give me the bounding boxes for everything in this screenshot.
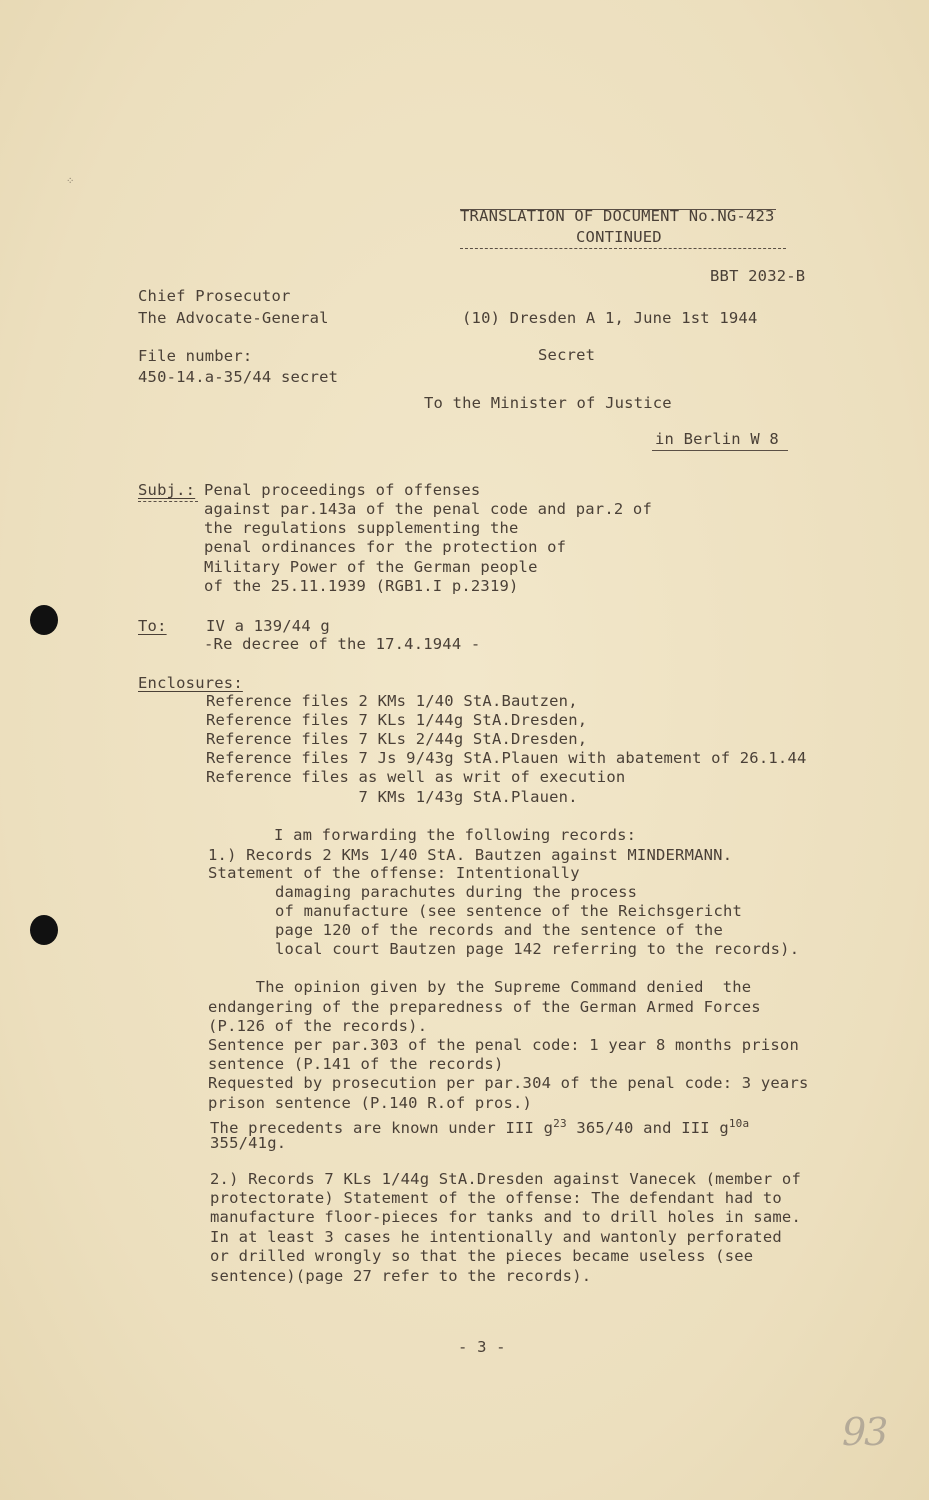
precedents-line [210, 1114, 749, 1139]
place-date: (10) Dresden A 1, June 1st 1944 [462, 309, 758, 327]
enclosure-line: Reference files 7 KLs 1/44g StA.Dresden, [206, 711, 588, 729]
item2-line: protectorate) Statement of the offense: The defendant had to [210, 1189, 782, 1207]
subject-line: against par.143a of the penal code and par.2 of [204, 500, 652, 518]
subject-line: the regulations supplementing the [204, 519, 519, 537]
item2-line: or drilled wrongly so that the pieces became useless (see [210, 1247, 754, 1265]
precedents-sup-a: 23 [553, 1117, 567, 1130]
sender-line-1: Chief Prosecutor [138, 287, 291, 305]
recipient-line-2: in Berlin W 8 [655, 430, 779, 448]
precedents-text-a: The precedents are known under III g [210, 1119, 554, 1138]
item1-line: Statement of the offense: Intentionally [208, 864, 580, 882]
file-number-label: File number: [138, 347, 253, 365]
subject-line: Military Power of the German people [204, 558, 538, 576]
paper-speck: ⁘ [66, 176, 75, 187]
item2-line: 2.) Records 7 KLs 1/44g StA.Dresden against Vanecek (member of [210, 1170, 801, 1188]
recipient-underline [652, 450, 788, 451]
enclosure-line: Reference files 2 KMs 1/40 StA.Bautzen, [206, 692, 578, 710]
item1-indent-line: local court Bautzen page 142 referring to the records). [275, 940, 800, 958]
intro-line: I am forwarding the following records: [274, 826, 637, 844]
precedents-text-b: 365/40 and III g [566, 1119, 729, 1138]
sender-line-2: The Advocate-General [138, 309, 329, 327]
punch-hole-top [30, 605, 58, 635]
recipient-line-1: To the Minister of Justice [424, 394, 672, 412]
page-number: - 3 - [458, 1338, 506, 1356]
handwritten-number: 93 [842, 1410, 887, 1454]
subject-line: Penal proceedings of offenses [204, 481, 481, 499]
enclosure-line: Reference files 7 Js 9/43g StA.Plauen with abatement of 26.1.44 [206, 749, 807, 767]
classification: Secret [538, 346, 596, 364]
opinion-line: prison sentence (P.140 R.of pros.) [208, 1094, 533, 1112]
subject-label: Subj.: [138, 481, 196, 499]
precedents-end: 355/41g. [210, 1134, 287, 1152]
punch-hole-bottom [30, 915, 58, 945]
item1-indent-line: page 120 of the records and the sentence of the [275, 921, 723, 939]
opinion-line: The opinion given by the Supreme Command denied the [208, 978, 752, 996]
file-number: 450-14.a-35/44 secret [138, 368, 339, 386]
subject-line: of the 25.11.1939 (RGB1.I p.2319) [204, 577, 519, 595]
enclosure-line: Reference files as well as writ of execution [206, 768, 626, 786]
opinion-line: (P.126 of the records). [208, 1017, 428, 1035]
translation-header: TRANSLATION OF DOCUMENT No.NG-423 [460, 207, 775, 225]
item2-line: sentence)(page 27 refer to the records). [210, 1267, 592, 1285]
opinion-line: sentence (P.141 of the records) [208, 1055, 504, 1073]
subject-label-underline [138, 501, 198, 502]
item1-line: 1.) Records 2 KMs 1/40 StA. Bautzen against MINDERMANN. [208, 846, 733, 864]
precedents-sup-b: 10a [728, 1117, 750, 1130]
to-line: -Re decree of the 17.4.1944 - [204, 635, 481, 653]
item1-indent-line: of manufacture (see sentence of the Reichsgericht [275, 902, 743, 920]
to-label: To: [138, 617, 167, 635]
header-underline [460, 248, 786, 249]
reference-code: BBT 2032-B [710, 267, 806, 285]
item2-line: manufacture floor-pieces for tanks and to drill holes in same. [210, 1208, 801, 1226]
enclosure-line: Reference files 7 KLs 2/44g StA.Dresden, [206, 730, 588, 748]
to-line: IV a 139/44 g [206, 617, 330, 635]
enclosure-line: 7 KMs 1/43g StA.Plauen. [206, 788, 578, 806]
enclosures-label: Enclosures: [138, 674, 243, 692]
item1-indent-line: damaging parachutes during the process [275, 883, 638, 901]
opinion-line: Requested by prosecution per par.304 of the penal code: 3 years [208, 1074, 809, 1092]
item2-line: In at least 3 cases he intentionally and wantonly perforated [210, 1228, 782, 1246]
opinion-line: endangering of the preparedness of the German Armed Forces [208, 998, 761, 1016]
opinion-line: Sentence per par.303 of the penal code: 1 year 8 months prison [208, 1036, 799, 1054]
header-overline [460, 209, 776, 210]
subject-line: penal ordinances for the protection of [204, 538, 567, 556]
continued-label: CONTINUED [576, 228, 662, 246]
